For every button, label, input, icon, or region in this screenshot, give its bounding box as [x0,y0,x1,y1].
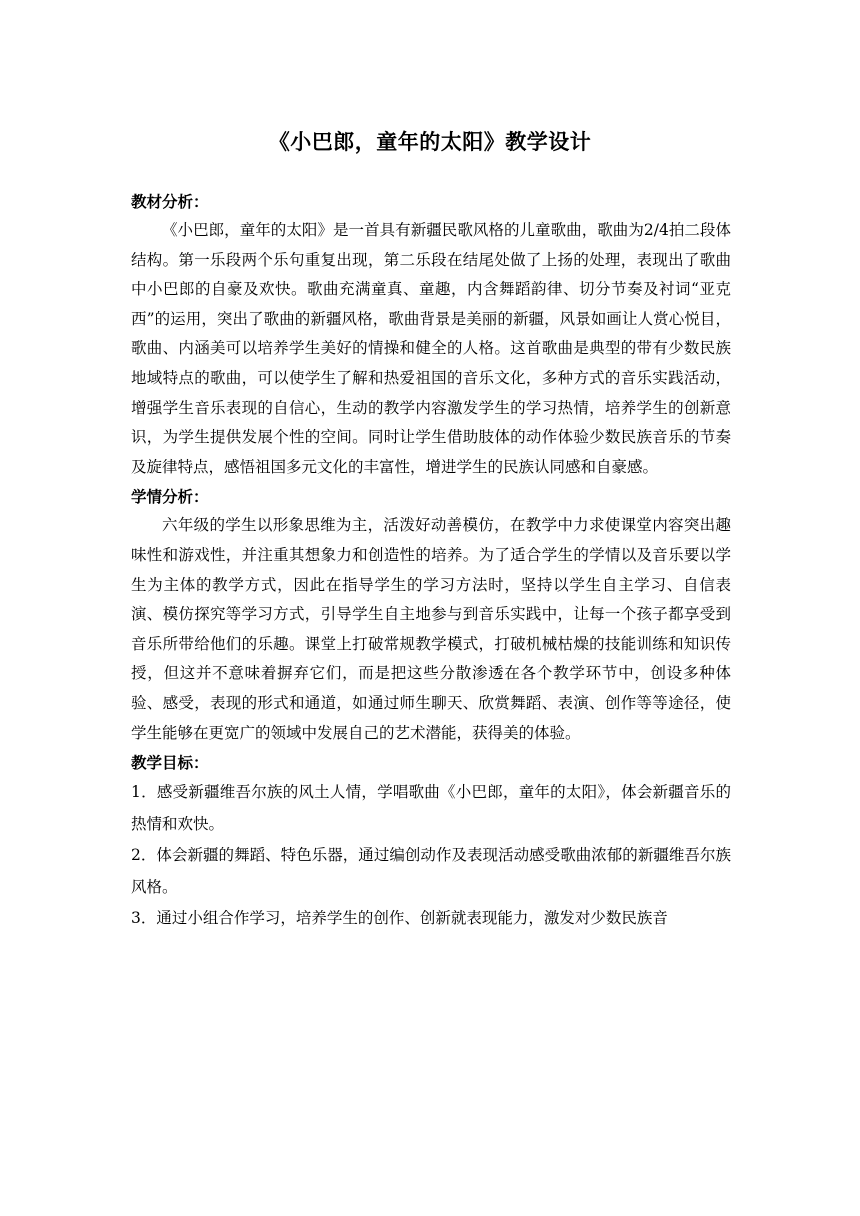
section-paragraph: 《小巴郎，童年的太阳》是一首具有新疆民歌风格的儿童歌曲，歌曲为2/4拍二段体结构。第一乐段两个乐句重复出现，第二乐段在结尾处做了上扬的处理，表现出了歌曲中小巴郎的自豪及欢快。歌曲充满童真、童趣，内含舞蹈韵律、切分节奏及衬词“亚克西”的运用，突出了歌曲的新疆风格，歌曲背景是美丽的新疆，风景如画让人赏心悦目，歌曲、内涵美可以培养学生美好的情操和健全的人格。这首歌曲是典型的带有少数民族地域特点的歌曲，可以使学生了解和热爱祖国的音乐文化，多种方式的音乐实践活动，增强学生音乐表现的自信心，生动的教学内容激发学生的学习热情，培养学生的创新意识，为学生提供发展个性的空间。同时让学生借助肢体的动作体验少数民族音乐的节奏及旋律特点，感悟祖国多元文化的丰富性，增进学生的民族认同感和自豪感。 [131,221,731,476]
section-heading: 教材分析： [131,192,209,211]
objective-item: 3．通过小组合作学习，培养学生的创作、创新就表现能力，激发对少数民族音 [131,909,668,928]
objective-item: 1．感受新疆维吾尔族的风土人情，学唱歌曲《小巴郎，童年的太阳》，体会新疆音乐的热情和欢快。 [131,783,731,833]
section-teaching-objectives [131,748,731,935]
section-learner-analysis [131,482,731,748]
document-body [131,187,731,935]
section-textbook-analysis [131,187,731,482]
objective-item: 2．体会新疆的舞蹈、特色乐器，通过编创动作及表现活动感受歌曲浓郁的新疆维吾尔族风格。 [131,846,731,896]
section-heading: 教学目标： [131,753,209,773]
section-paragraph: 六年级的学生以形象思维为主，活泼好动善模仿，在教学中力求使课堂内容突出趣味性和游戏性，并注重其想象力和创造性的培养。为了适合学生的学情以及音乐要以学生为主体的教学方式，因此在指导学生的学习方法时，坚持以学生自主学习、自信表演、模仿探究等学习方式，引导学生自主地参与到音乐实践中，让每一个孩子都享受到音乐所带给他们的乐趣。课堂上打破常规教学模式，打破机械枯燥的技能训练和知识传授，但这并不意味着摒弃它们，而是把这些分散渗透在各个教学环节中，创设多种体验、感受，表现的形式和通道，如通过师生聊天、欣赏舞蹈、表演、创作等等途径，使学生能够在更宽广的领域中发展自己的艺术潜能，获得美的体验。 [131,516,731,742]
section-heading: 学情分析： [131,487,209,507]
document-title: 《小巴郎，童年的太阳》教学设计 [268,129,592,155]
